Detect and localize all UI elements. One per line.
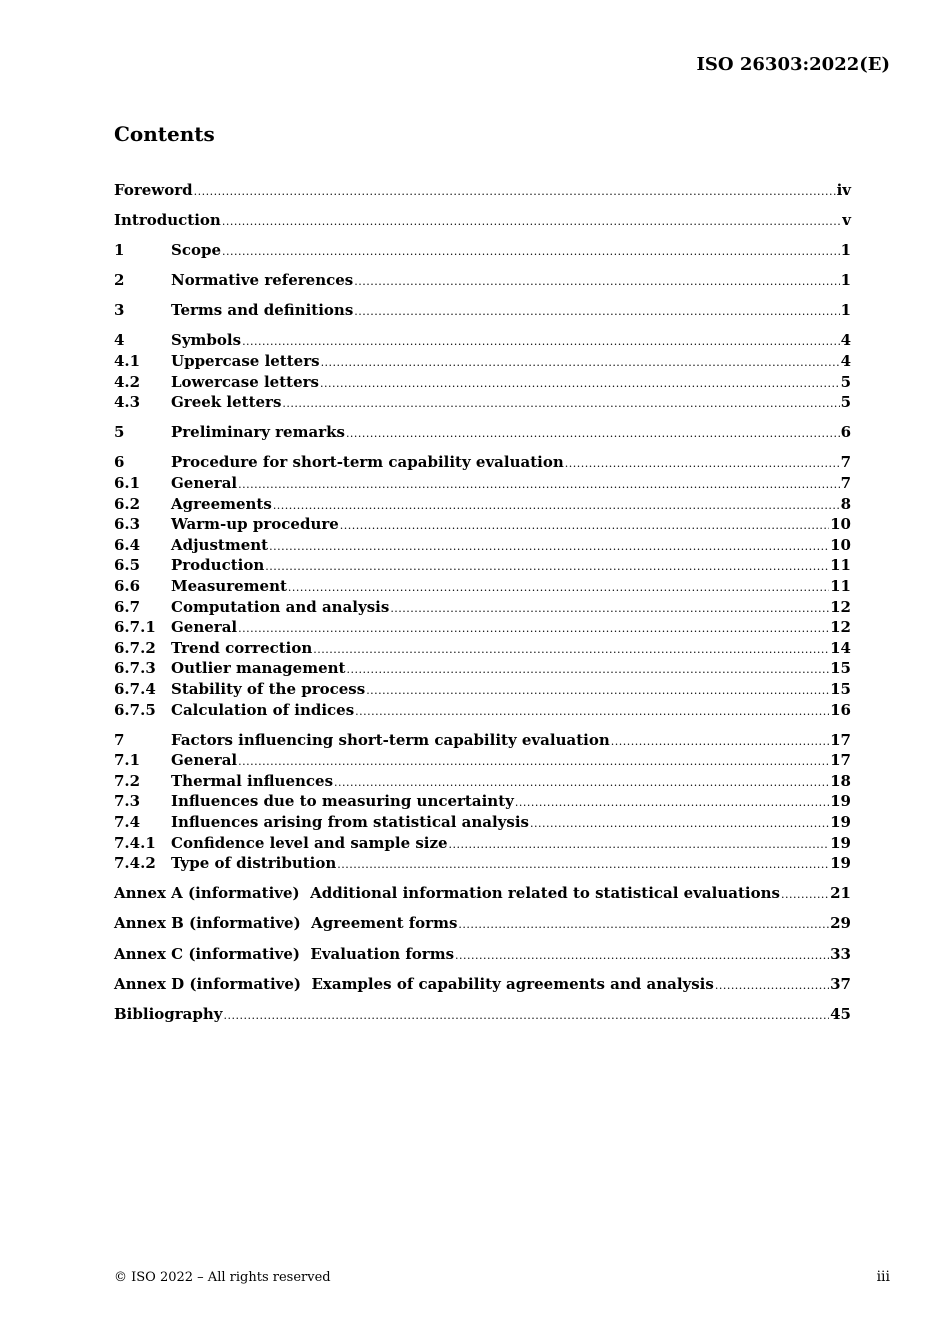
toc-entry-number: 1 [114, 241, 125, 260]
toc-entry-page[interactable]: 18 [830, 771, 851, 790]
toc-entry-page[interactable]: 33 [830, 944, 851, 963]
toc-entry[interactable] [114, 494, 851, 515]
toc-entry-number: 4.2 [114, 372, 141, 391]
toc-entry-page[interactable]: 1 [840, 301, 851, 320]
toc-entry[interactable] [114, 853, 851, 874]
toc-entry-page[interactable]: 21 [830, 884, 851, 903]
toc-entry-page[interactable]: 12 [830, 597, 851, 616]
toc-entry[interactable] [114, 555, 851, 576]
toc-entry-number: 6.4 [114, 535, 141, 554]
toc-entry[interactable] [114, 771, 851, 792]
toc-entry-title[interactable]: Agreements [171, 494, 272, 513]
toc-entry-page[interactable]: 19 [830, 833, 851, 852]
toc-entry-title[interactable]: Calculation of indices [171, 700, 355, 719]
toc-entry-title[interactable]: Outlier management [171, 659, 346, 678]
toc-entry-number: 6 [114, 453, 125, 472]
toc-entry-page[interactable]: 17 [830, 751, 851, 770]
toc-entry-number: 6.7.4 [114, 679, 156, 698]
toc-entry-number: 6.6 [114, 577, 141, 595]
toc-entry-page[interactable]: 19 [830, 792, 851, 811]
dot-leader [366, 681, 829, 702]
dot-leader [320, 374, 840, 395]
toc-entry-title[interactable]: Annex B (informative) Agreement forms [114, 914, 458, 933]
toc-entry-number: 5 [114, 423, 125, 442]
toc-entry[interactable] [114, 392, 851, 413]
dot-leader [334, 773, 829, 794]
toc-entry-title[interactable]: Factors influencing short-term capability evaluation [171, 730, 610, 749]
dot-leader [346, 424, 840, 445]
toc-entry[interactable] [114, 300, 851, 321]
toc-entry[interactable] [114, 730, 851, 751]
toc-entry-number: 7.4 [114, 813, 141, 832]
dot-leader [715, 976, 829, 997]
toc-entry[interactable] [114, 270, 851, 291]
dot-leader [242, 332, 840, 353]
dot-leader [390, 599, 829, 620]
dot-leader [224, 1006, 830, 1027]
dot-leader [238, 475, 839, 496]
dot-leader [354, 272, 839, 293]
toc-entry-page[interactable]: 8 [840, 494, 851, 513]
toc-entry-page[interactable]: 29 [830, 914, 851, 933]
page-title: Contents [114, 122, 215, 146]
toc-entry-page[interactable]: 7 [840, 453, 851, 472]
toc-entry-page[interactable]: 5 [840, 372, 851, 391]
toc-entry-title[interactable]: Confidence level and sample size [171, 833, 448, 852]
toc-entry-number: 6.2 [114, 494, 141, 513]
dot-leader [321, 353, 840, 374]
dot-leader [515, 793, 829, 814]
dot-leader [222, 212, 841, 233]
dot-leader [194, 182, 836, 203]
toc-entry-number: 6.7.1 [114, 618, 156, 637]
toc-entry-title[interactable]: Influences arising from statistical analysis [171, 813, 529, 832]
dot-leader [269, 537, 829, 558]
toc-entry[interactable] [114, 330, 851, 351]
dot-leader [530, 814, 829, 835]
toc-entry-title[interactable]: Influences due to measuring uncertainty [171, 792, 514, 811]
toc-entry-title[interactable]: Lowercase letters [171, 372, 319, 391]
toc-entry-title[interactable]: Normative references [171, 271, 354, 290]
toc-entry-page[interactable]: iv [836, 181, 851, 199]
page-number: iii [876, 1269, 890, 1285]
toc-entry-title[interactable]: Computation and analysis [171, 597, 390, 616]
toc-entry-title[interactable]: Warm-up procedure [171, 515, 339, 534]
toc-entry-page[interactable]: 19 [830, 854, 851, 873]
toc-entry[interactable] [114, 750, 851, 771]
toc-entry[interactable] [114, 576, 851, 597]
toc-entry-page[interactable]: 11 [830, 577, 851, 595]
toc-entry-title[interactable]: Trend correction [171, 638, 313, 657]
toc-entry-page[interactable]: 10 [830, 535, 851, 554]
toc-entry[interactable] [114, 638, 851, 659]
dot-leader [288, 578, 829, 599]
toc-entry-page[interactable]: 15 [830, 679, 851, 698]
toc-entry[interactable] [114, 833, 851, 854]
toc-entry-title[interactable]: Annex C (informative) Evaluation forms [114, 944, 455, 963]
toc-entry-page[interactable]: 15 [830, 659, 851, 678]
toc-entry[interactable] [114, 913, 851, 934]
toc-entry-page[interactable]: 16 [830, 700, 851, 719]
toc-entry-page[interactable]: v [842, 211, 851, 230]
dot-leader [611, 732, 829, 753]
toc-entry[interactable] [114, 617, 851, 638]
toc-entry-number: 7.2 [114, 771, 141, 790]
dot-leader [265, 557, 829, 578]
toc-entry-number: 2 [114, 271, 125, 290]
toc-entry-title[interactable]: General [171, 618, 238, 637]
toc-entry[interactable] [114, 700, 851, 721]
toc-entry-page[interactable]: 37 [830, 974, 851, 993]
dot-leader [355, 702, 829, 723]
toc-entry-title[interactable]: Type of distribution [171, 854, 337, 873]
toc-entry-page[interactable]: 11 [830, 556, 851, 575]
toc-entry-number: 7 [114, 730, 125, 749]
toc-entry-title[interactable]: Greek letters [171, 393, 282, 412]
toc-entry-number: 7.3 [114, 792, 141, 811]
dot-leader [458, 915, 829, 936]
toc-entry-number: 6.7.2 [114, 638, 156, 657]
toc-entry[interactable] [114, 210, 851, 231]
dot-leader [565, 454, 840, 475]
toc-entry-number: 7.4.1 [114, 833, 156, 852]
toc-entry-page[interactable]: 45 [830, 1004, 851, 1023]
toc-entry-title[interactable]: Annex A (informative) Additional information related to statistical evaluations [114, 884, 780, 903]
toc-entry-number: 7.1 [114, 751, 141, 770]
toc-entry-number: 6.7 [114, 597, 141, 616]
toc-entry[interactable] [114, 974, 851, 995]
toc-entry-number: 3 [114, 301, 125, 320]
dot-leader [273, 496, 840, 517]
dot-leader [282, 394, 839, 415]
toc-entry[interactable] [114, 812, 851, 833]
toc-entry-title[interactable]: Annex D (informative) Examples of capability agreements and analysis [114, 974, 714, 993]
toc-entry[interactable] [114, 1004, 851, 1025]
toc-entry-page[interactable]: 5 [840, 393, 851, 412]
toc-entry[interactable] [114, 883, 851, 904]
toc-entry[interactable] [114, 180, 851, 201]
dot-leader [238, 619, 829, 640]
table-of-contents [114, 180, 851, 1024]
toc-entry-page[interactable]: 4 [840, 352, 851, 371]
dot-leader [340, 516, 829, 537]
toc-entry-page[interactable]: 17 [830, 730, 851, 749]
toc-entry-page[interactable]: 4 [840, 331, 851, 350]
toc-entry[interactable] [114, 944, 851, 965]
toc-entry-title[interactable]: Adjustment [171, 535, 269, 554]
toc-entry-title[interactable]: Stability of the process [171, 679, 366, 698]
toc-entry-number: 6.5 [114, 556, 141, 575]
toc-entry-page[interactable]: 12 [830, 618, 851, 637]
dot-leader [238, 752, 829, 773]
toc-entry[interactable] [114, 514, 851, 535]
dot-leader [354, 302, 839, 323]
toc-entry-title[interactable]: Introduction [114, 211, 221, 230]
toc-entry-title[interactable]: Terms and definitions [171, 301, 354, 320]
toc-entry-title[interactable]: Foreword [114, 181, 193, 199]
toc-entry[interactable] [114, 351, 851, 372]
toc-entry[interactable] [114, 452, 851, 473]
toc-entry-number: 4.3 [114, 393, 141, 412]
toc-entry[interactable] [114, 422, 851, 443]
toc-entry[interactable] [114, 372, 851, 393]
toc-entry-number: 6.3 [114, 515, 141, 534]
toc-entry[interactable] [114, 597, 851, 618]
dot-leader [346, 660, 829, 681]
toc-entry-title[interactable]: Production [171, 556, 265, 575]
dot-leader [449, 835, 830, 856]
toc-entry-page[interactable]: 14 [830, 638, 851, 657]
toc-entry[interactable] [114, 240, 851, 261]
toc-entry-number: 7.4.2 [114, 854, 156, 873]
toc-entry[interactable] [114, 658, 851, 679]
toc-entry-number: 6.7.3 [114, 659, 156, 678]
toc-entry-title[interactable]: Thermal influences [171, 771, 334, 790]
toc-entry-page[interactable]: 10 [830, 515, 851, 534]
toc-entry-page[interactable]: 1 [840, 241, 851, 260]
dot-leader [781, 885, 829, 906]
toc-entry[interactable] [114, 535, 851, 556]
toc-entry-title[interactable]: Symbols [171, 331, 242, 350]
toc-entry[interactable] [114, 473, 851, 494]
toc-entry-page[interactable]: 7 [840, 474, 851, 493]
copyright-notice: © ISO 2022 – All rights reserved [114, 1270, 331, 1285]
toc-entry-number: 6.7.5 [114, 700, 156, 719]
dot-leader [222, 242, 840, 263]
toc-entry-page[interactable]: 1 [840, 271, 851, 290]
document-id: ISO 26303:2022(E) [696, 54, 890, 75]
dot-leader [313, 640, 829, 661]
toc-entry-title[interactable]: Scope [171, 241, 222, 260]
toc-entry[interactable] [114, 791, 851, 812]
dot-leader [337, 855, 829, 876]
toc-entry[interactable] [114, 679, 851, 700]
toc-entry-title[interactable]: Uppercase letters [171, 352, 320, 371]
toc-entry-title[interactable]: Measurement [171, 577, 287, 595]
toc-entry-number: 4 [114, 331, 125, 350]
toc-entry-title[interactable]: Procedure for short-term capability evaluation [171, 453, 564, 472]
toc-entry-number: 6.1 [114, 474, 141, 493]
toc-entry-title[interactable]: General [171, 751, 238, 770]
dot-leader [455, 946, 829, 967]
toc-entry-title[interactable]: Preliminary remarks [171, 423, 345, 442]
toc-entry-title[interactable]: Bibliography [114, 1004, 223, 1023]
toc-entry-page[interactable]: 6 [840, 423, 851, 442]
toc-entry-page[interactable]: 19 [830, 813, 851, 832]
toc-entry-title[interactable]: General [171, 474, 238, 493]
toc-entry-number: 4.1 [114, 352, 141, 371]
